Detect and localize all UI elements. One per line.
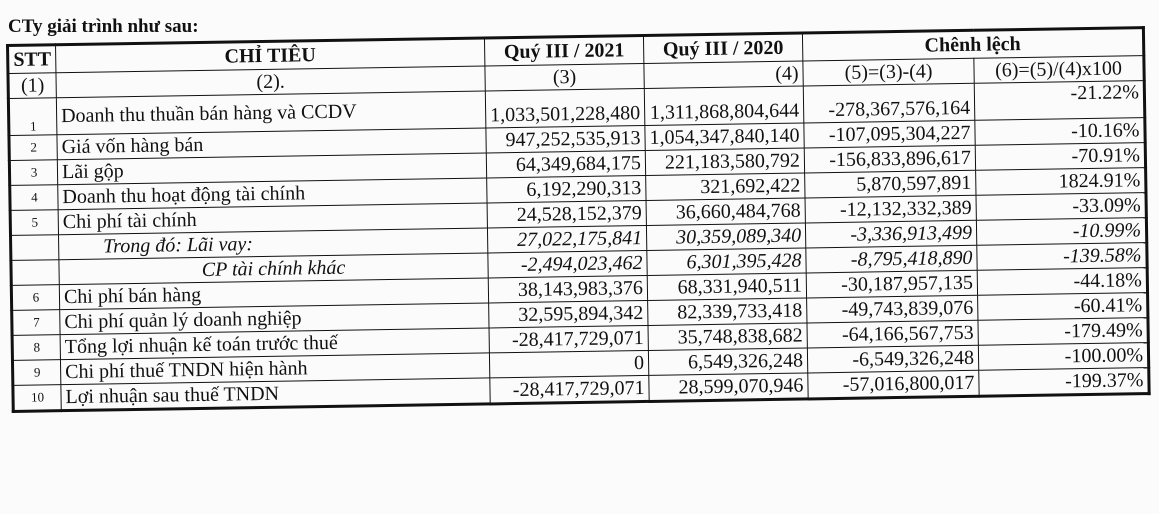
row-pct: -139.58% xyxy=(977,243,1147,271)
row-pct: -10.16% xyxy=(975,118,1145,146)
row-q3-2021: 6,192,290,313 xyxy=(487,175,646,202)
row-name: Chi phí quản lý doanh nghiệp xyxy=(60,303,489,335)
row-q3-2021: -2,494,023,462 xyxy=(488,250,647,277)
row-stt: 3 xyxy=(9,160,57,186)
row-diff: -12,132,332,389 xyxy=(805,195,976,223)
row-name: Doanh thu hoạt động tài chính xyxy=(58,178,487,210)
row-pct: -100.00% xyxy=(978,343,1148,371)
row-diff: -57,016,800,017 xyxy=(808,370,979,399)
row-pct: -44.18% xyxy=(977,268,1147,296)
row-q3-2020: 35,748,838,682 xyxy=(648,323,807,350)
row-stt: 4 xyxy=(10,185,58,211)
row-q3-2020: 68,331,940,511 xyxy=(647,273,806,300)
row-q3-2020: 1,054,347,840,140 xyxy=(645,123,804,150)
row-stt: 8 xyxy=(12,335,60,361)
row-diff: -49,743,839,076 xyxy=(807,295,978,323)
row-diff: -6,549,326,248 xyxy=(807,345,978,373)
row-diff: -278,367,576,164 xyxy=(803,83,975,123)
subheader-5: (5)=(3)-(4) xyxy=(803,58,974,86)
row-stt: 6 xyxy=(11,285,59,311)
row-q3-2020: 28,599,070,946 xyxy=(649,373,808,401)
row-q3-2021: 32,595,894,342 xyxy=(489,300,648,327)
financial-comparison-table xyxy=(6,26,1151,413)
row-diff: 5,870,597,891 xyxy=(805,170,976,198)
subheader-1: (1) xyxy=(8,73,56,99)
row-q3-2020: 82,339,733,418 xyxy=(648,298,807,325)
row-stt xyxy=(11,260,59,286)
header-chi-tieu: CHỈ TIÊU xyxy=(56,38,485,73)
row-stt xyxy=(11,235,59,261)
subheader-3: (3) xyxy=(485,63,644,90)
row-q3-2020: 6,549,326,248 xyxy=(648,348,807,375)
row-name: Trong đó: Lãi vay: xyxy=(59,228,488,260)
row-q3-2020: 36,660,484,768 xyxy=(646,198,805,225)
row-q3-2020: 1,311,868,804,644 xyxy=(644,86,804,125)
row-diff: -30,187,957,135 xyxy=(806,270,977,298)
row-diff: -3,336,913,499 xyxy=(805,220,976,248)
row-stt: 9 xyxy=(12,360,60,386)
header-stt: STT xyxy=(8,45,56,74)
row-name: CP tài chính khác xyxy=(59,253,488,285)
row-name: Giá vốn hàng bán xyxy=(57,128,486,160)
row-pct: 1824.91% xyxy=(976,168,1146,196)
row-q3-2021: 24,528,152,379 xyxy=(487,200,646,227)
row-stt: 1 xyxy=(8,98,57,136)
row-pct: -10.99% xyxy=(976,218,1146,246)
row-diff: -107,095,304,227 xyxy=(804,120,975,148)
row-q3-2021: 27,022,175,841 xyxy=(487,225,646,252)
subheader-4: (4) xyxy=(644,61,803,88)
row-pct: -199.37% xyxy=(979,368,1149,397)
row-name: Chi phí bán hàng xyxy=(59,278,488,310)
row-stt: 7 xyxy=(12,310,60,336)
row-q3-2021: -28,417,729,071 xyxy=(490,375,649,403)
row-diff: -156,833,896,617 xyxy=(804,145,975,173)
row-stt: 5 xyxy=(10,210,58,236)
row-name: Chi phí tài chính xyxy=(58,203,487,235)
row-stt: 10 xyxy=(13,385,61,412)
row-q3-2021: -28,417,729,071 xyxy=(489,325,648,352)
row-name: Lãi gộp xyxy=(57,153,486,185)
row-pct: -33.09% xyxy=(976,193,1146,221)
row-q3-2021: 38,143,983,376 xyxy=(488,275,647,302)
row-q3-2020: 321,692,422 xyxy=(646,173,805,200)
row-name: Tổng lợi nhuận kế toán trước thuế xyxy=(60,328,489,360)
row-q3-2021: 0 xyxy=(489,350,648,377)
header-chenh-lech: Chênh lệch xyxy=(802,28,1143,61)
subheader-2: (2). xyxy=(56,66,485,98)
row-pct: -179.49% xyxy=(978,318,1148,346)
row-diff: -8,795,418,890 xyxy=(806,245,977,273)
header-q3-2021: Quý III / 2021 xyxy=(484,35,643,65)
row-q3-2020: 6,301,395,428 xyxy=(647,248,806,275)
row-q3-2021: 64,349,684,175 xyxy=(486,150,645,177)
row-stt: 2 xyxy=(9,135,57,161)
subheader-6: (6)=(5)/(4)x100 xyxy=(974,56,1144,84)
row-q3-2021: 947,252,535,913 xyxy=(486,125,645,152)
row-pct: -60.41% xyxy=(978,293,1148,321)
row-q3-2021: 1,033,501,228,480 xyxy=(485,88,645,127)
document-heading: CTy giải trình như sau: xyxy=(8,16,199,37)
row-name: Lợi nhuận sau thuế TNDN xyxy=(61,378,490,411)
row-pct: -70.91% xyxy=(975,143,1145,171)
row-name: Chi phí thuế TNDN hiện hành xyxy=(60,353,489,385)
row-name: Doanh thu thuần bán hàng và CCDV xyxy=(56,91,486,135)
header-q3-2020: Quý III / 2020 xyxy=(643,33,802,63)
row-pct: -21.22% xyxy=(974,81,1145,121)
row-q3-2020: 30,359,089,340 xyxy=(646,223,805,250)
row-q3-2020: 221,183,580,792 xyxy=(645,148,804,175)
row-diff: -64,166,567,753 xyxy=(807,320,978,348)
